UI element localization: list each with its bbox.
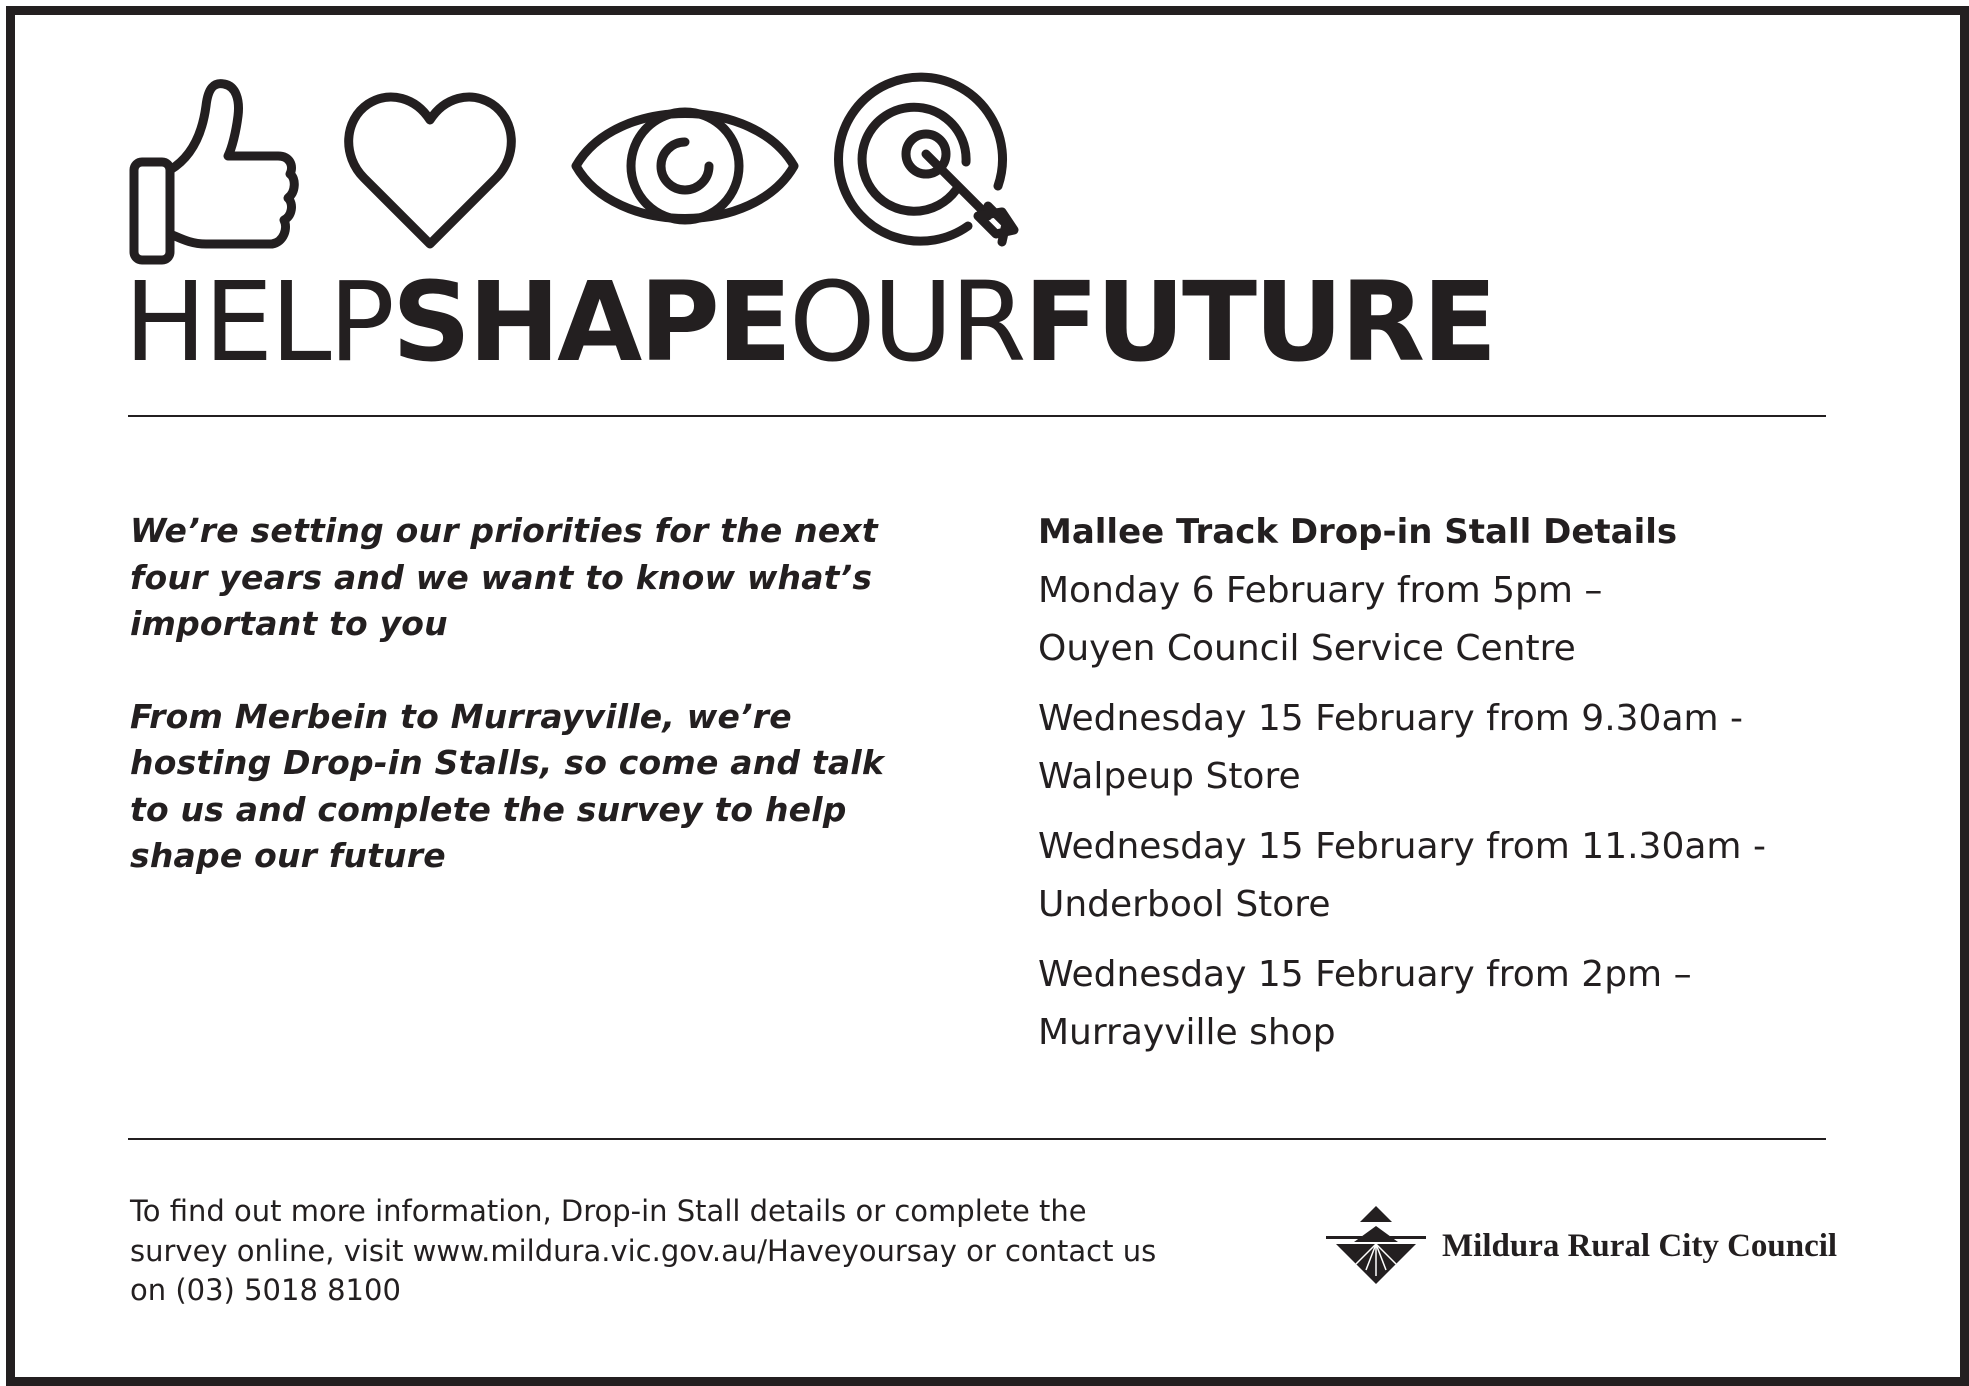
event-when: Monday 6 February from 5pm – xyxy=(1038,570,1603,611)
headline-future: FUTURE xyxy=(1023,258,1495,386)
footer-contact-text: To find out more information, Drop-in Stall details or complete the survey online, visit www.mildura.vic.gov.au/Haveyoursay or contact us on (03) 5018 8100 xyxy=(130,1194,1157,1307)
council-emblem-icon xyxy=(1326,1204,1426,1300)
event-when: Wednesday 15 February from 11.30am - xyxy=(1038,826,1766,867)
headline xyxy=(124,258,1495,386)
headline-shape: SHAPE xyxy=(391,258,790,386)
eye-icon xyxy=(568,66,803,266)
event-where: Walpeup Store xyxy=(1038,756,1301,797)
intro-paragraph-stalls: From Merbein to Murrayville, we’re hosting Drop-in Stalls, so come and talk to us and complete the survey to help shape our future xyxy=(130,696,885,875)
event-item xyxy=(1038,562,1798,678)
intro-text xyxy=(130,508,930,880)
event-item xyxy=(1038,946,1798,1062)
event-when: Wednesday 15 February from 9.30am - xyxy=(1038,698,1744,739)
stall-details xyxy=(1038,508,1798,1074)
divider-top xyxy=(128,415,1826,417)
stall-details-heading: Mallee Track Drop-in Stall Details xyxy=(1038,512,1678,552)
intro-paragraph-priorities: We’re setting our priorities for the next four years and we want to know what’s important to you xyxy=(130,511,878,643)
headline-help: HELP xyxy=(124,258,392,386)
event-when: Wednesday 15 February from 2pm – xyxy=(1038,954,1692,995)
headline-our: OUR xyxy=(789,258,1024,386)
heart-icon xyxy=(338,66,523,266)
divider-bottom xyxy=(128,1138,1826,1140)
event-item xyxy=(1038,818,1798,934)
event-where: Ouyen Council Service Centre xyxy=(1038,628,1576,669)
target-arrow-icon xyxy=(838,66,1038,266)
icon-row xyxy=(128,66,1048,266)
council-logo xyxy=(1326,1204,1846,1300)
event-item xyxy=(1038,690,1798,806)
council-name: Mildura Rural City Council xyxy=(1442,1228,1838,1264)
event-where: Murrayville shop xyxy=(1038,1012,1336,1053)
event-where: Underbool Store xyxy=(1038,884,1331,925)
thumbs-up-icon xyxy=(128,66,298,266)
